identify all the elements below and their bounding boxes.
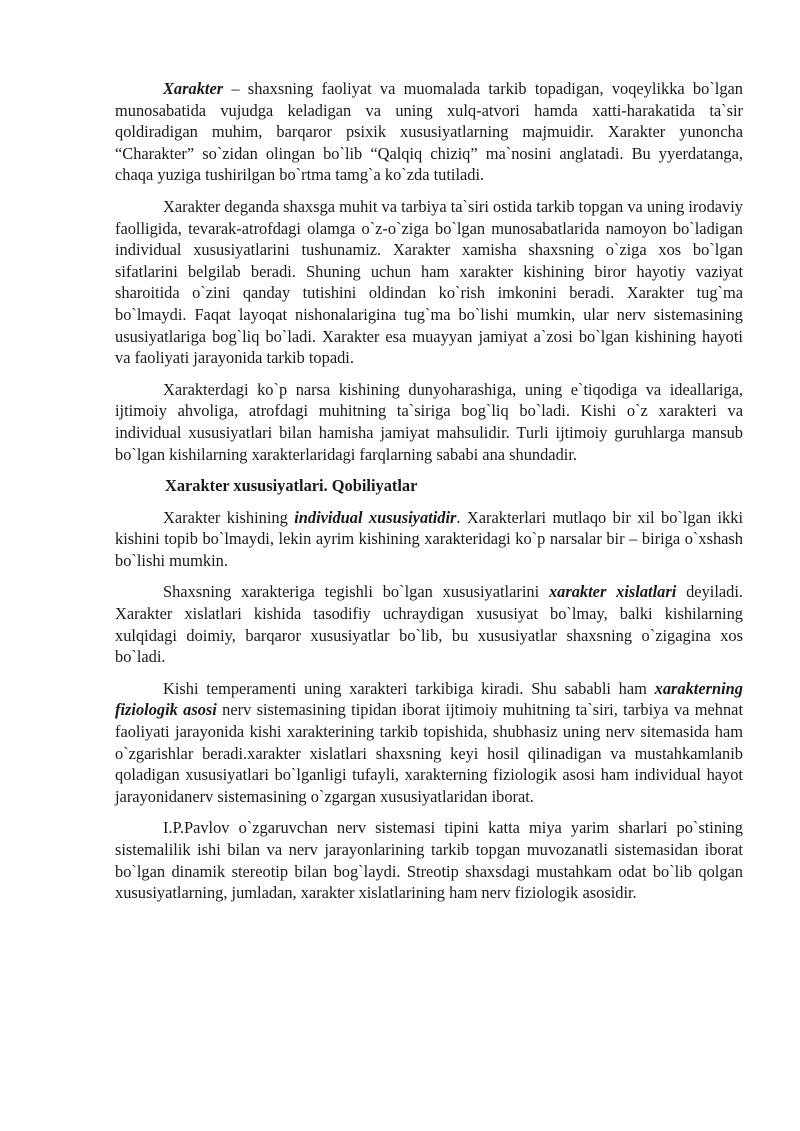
term-xarakter-xislatlari: xarakter xislatlari [548, 582, 677, 602]
paragraph-6-pre: Kishi temperamenti uning xarakteri tarkibiga kiradi. Shu sababli ham [163, 678, 655, 698]
document-page [115, 78, 743, 914]
term-xarakter: Xarakter [163, 79, 224, 98]
paragraph-4-post: . Xarakterlari mutlaqo bir xil bo`lgan ikki kishini topib bo`lmaydi, lekin ayrim kishining xarakteridagi ko`p narsalar bir – biriga o`xshash bo`lishi mumkin. [115, 507, 743, 570]
paragraph-5-post: deyiladi. Xarakter xislatlari kishida tasodifiy uchraydigan xususiyat bo`lmay, balki kishilarning xulqidagi doimiy, barqaror xususiyatlar bo`lib, bu xususiyatlar shaxsning o`zigagina xos bo`ladi. [115, 582, 743, 667]
paragraph-definition [115, 78, 743, 186]
term-individual-xususiyatidir: individual xususiyatidir [294, 507, 457, 527]
paragraph-5 [115, 581, 743, 667]
paragraph-4 [115, 507, 743, 572]
paragraph-2: Xarakter deganda shaxsga muhit va tarbiya ta`siri ostida tarkib topgan va uning irodaviy faolligida, tevarak-atrofdagi olamga o`z-o`ziga bo`lgan munosabatlarida namoyon bo`ladigan individual xususiyatlarini tushunamiz. Xarakter xamisha shaxsning o`ziga xos bo`lgan sifatlarini belgilab beradi. Shuning uchun ham xarakter kishining biror hayotiy vaziyat sharoitida o`zini qanday tutishini oldindan ko`rish imkonini beradi. Xarakter tug`ma bo`lmaydi. Faqat layoqat nishonalarigina tug`ma bo`lishi mumkin, ular nerv sistemasining ususiyatlariga bog`liq bo`ladi. Xarakter esa muayyan jamiyat a`zosi bo`lgan kishining hayoti va faoliyati jarayonida tarkib topadi. [115, 196, 743, 368]
term-fiziologik-asosi: xarakterning fiziologik asosi [115, 678, 743, 720]
paragraph-4-pre: Xarakter kishining [163, 507, 295, 527]
paragraph-5-pre: Shaxsning xarakteriga tegishli bo`lgan xususiyatlarini [163, 582, 549, 602]
paragraph-6-post: nerv sistemasining tipidan iborat ijtimoiy muhitning ta`siri, tarbiya va mehnat faoliyati jarayonida kishi xarakterining tarkib topishida, shubhasiz uning nerv sitemasida ham o`zgarishlar beradi.xarakter xislatlari shaxsning keyi hosil qilinadigan va mustahkamlanib qoladigan xususiyatlari bo`lganligi tufayli, xarakterning fiziologik asosi ham individual hayot jarayonidanerv sistemasining o`zgargan xususiyatlaridan iborat. [115, 700, 743, 806]
paragraph-6 [115, 678, 743, 808]
paragraph-3: Xarakterdagi ko`p narsa kishining dunyoharashiga, uning e`tiqodiga va ideallariga, ijtimoiy ahvoliga, atrofdagi muhitning ta`siriga bog`liq bo`ladi. Kishi o`z xarakteri va individual xususiyatlari bilan hamisha jamiyat mahsulidir. Turli ijtimoiy guruhlarga mansub bo`lgan kishilarning xarakterlaridagi farqlarning sababi ana shundadir. [115, 379, 743, 464]
paragraph-7: I.P.Pavlov o`zgaruvchan nerv sistemasi tipini katta miya yarim sharlari po`stining sistemalilik ishi bilan va nerv jarayonlarining tarkib topgan muvozanatli sistemasidan iborat bo`lgan dinamik stereotip bilan bog`laydi. Streotip shaxsdagi mustahkam odat bo`lib qolgan xususiyatlarning, jumladan, xarakter xislatlarining ham nerv fiziologik asosidir. [115, 818, 743, 903]
section-heading: Xarakter xususiyatlari. Qobiliyatlar [165, 476, 418, 496]
definition-text: – shaxsning faoliyat va muomalada tarkib topadigan, voqeylikka bo`lgan munosabatida vujudga keladigan va uning xulq-atvori hamda xatti-harakatida ta`sir qoldiradigan muhim, barqaror psixik xususiyatlarning majmuidir. Xarakter yunoncha “Charakter” so`zidan olingan bo`lib “Qalqiq chiziq” ma`nosini anglatadi. Bu yyerdatanga, chaqa yuziga tushirilgan bo`rtma tamg`a ko`zda tutiladi. [115, 79, 743, 185]
